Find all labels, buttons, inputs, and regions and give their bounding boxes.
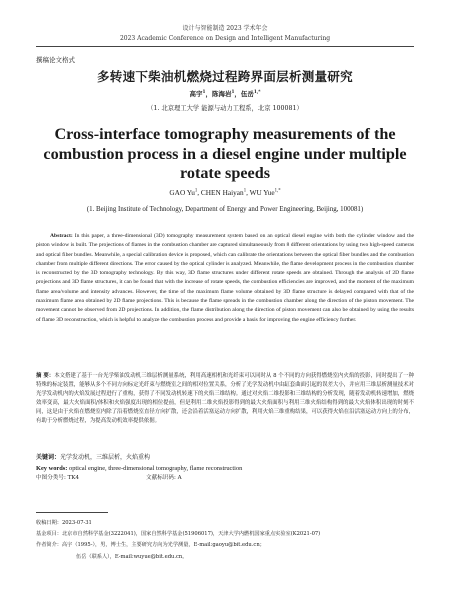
footnote-received: 收稿日期：2023-07-31 bbox=[36, 520, 92, 526]
author-separator: , bbox=[246, 188, 250, 197]
keywords-label: 关键词： bbox=[36, 454, 61, 461]
author-affiliation-mark: 1 bbox=[243, 188, 247, 194]
footnote-corresponding: 伍岳（联系人），E-mail:wuyue@bit.edu.cn。 bbox=[76, 553, 188, 560]
header-rule bbox=[36, 46, 414, 47]
running-head-cn: 设计与智能制造 2023 学术年会 bbox=[182, 25, 268, 32]
author-affiliation-mark: 1 bbox=[194, 188, 198, 194]
affiliation-cn: （1. 北京理工大学 能源与动力工程系，北京 100081） bbox=[147, 105, 303, 112]
abstract-text: In this paper, a three-dimensional (3D) tomography measurement system based on an optical diesel engine with both the cylinder window and the piston window is built. The projections of flames in the combustion chamber are captured simultaneously from 8 different orientations by using two high-speed cameras and optical fiber bundles. Meanwhile, a special calibration device is proposed, which can calibrate the orientations between the optical fiber bundles and the combustion chamber from multiple different directions. The error caused by the optical cylinder is analyzed. Meanwhile, the flame development process in the combustion chamber is reconstructed by the 3D tomography technology. By this way, 3D flame structures under different rotate speeds are obtained. Through the analysis of 2D flame projections and 3D flame structures, it can be found that with the increase of rotate speeds, the combustion efficiencies are improved, and the moment of the maximum flame area/volume and intensity advances. However, the time of the maximum flame volume obtained by 3D flame structure is delayed compared with that of the maximum flame area obtained by 2D flame projections. This is because the flame spreads in the combustion chamber along the direction of the piston movement. The movement cannot be observed from 2D projections. In addition, the flame distribution along the direction of piston movement can also be obtained by using the results of flame 3D reconstruction, which is helpful to analyze the combustion process and provide a basis for improving the engine efficiency further. bbox=[36, 233, 414, 323]
authors-cn bbox=[0, 90, 450, 99]
footnote-author-bio: 作者简介：高宇（1995-），男，博士生，主要研究方向为光学测量，E-mail:gaoyu@bit.edu.cn； bbox=[36, 542, 265, 549]
footnote-rule bbox=[36, 512, 108, 513]
author-name: CHEN Haiyan bbox=[200, 188, 244, 197]
author-name: 陈海岩 bbox=[211, 90, 232, 98]
abstract-cn bbox=[36, 372, 414, 427]
column-tag: 撰稿论文格式 bbox=[36, 56, 75, 64]
document-code: 文献标识码: A bbox=[146, 475, 182, 481]
abstract-label: Abstract: bbox=[50, 233, 73, 239]
author-name: 伍岳 bbox=[240, 90, 254, 98]
abstract-text: 本文搭建了基于一台光学柴油发动机三维层析测量系统，利用高速相机和光纤束可以同时从 8 个不同的方向获得燃烧室内火焰的投影，同时提出了一种特殊的标定装置，能够从多个不同方向标定光纤束与燃烧室之间的相对位置关系，分析了光学发动机中由缸套曲面引起的误差大小，并应用三维层析测量技术对光学发动机内的火焰发展过程进行了重构，获得了不同发动机转速下的火焰三维结构。通过对火焰二维投影和三维结构的分析发现，随着发动机转速增加，燃烧效率变高，最大火焰面积/体积和火焰强度出现的相位提前，但是利用二维火焰投影得到的最大火焰面积与利用三维火焰结构得到的最大火焰体积出现的时刻不同，这是由于火焰在燃烧室内除了沿着燃烧室直径方向扩散，还会沿着活塞运动方向扩散，利用火焰三维重构结果，可以获得火焰在沿活塞运动方向上的分布，有助于分析燃烧过程，为提高发动机效率提供依据。 bbox=[36, 373, 414, 425]
footnote-fund: 基金项目：北京市自然科学基金(3222041)，国家自然科学基金(51906017)，天津大学内燃机国家重点实验室(K2021-07) bbox=[36, 531, 321, 538]
classification-line bbox=[36, 474, 414, 483]
keywords-en bbox=[36, 464, 414, 473]
affiliation-en: (1. Beijing Institute of Technology, Department of Energy and Power Engineering, Beijing, 100081) bbox=[86, 206, 364, 213]
authors-en bbox=[0, 188, 450, 198]
title-en: Cross-interface tomography measurements of the combustion process in a diesel engine under multiple rotate speeds bbox=[43, 125, 407, 182]
abstract-label: 摘 要： bbox=[36, 373, 55, 379]
author-separator: , bbox=[197, 188, 201, 197]
author-affiliation-mark: 1,* bbox=[253, 88, 261, 94]
title-cn: 多转速下柴油机燃烧过程跨界面层析测量研究 bbox=[96, 69, 353, 84]
clc-number: 中图分类号: TK4 bbox=[36, 475, 80, 481]
keywords-label: Key words: bbox=[36, 465, 68, 472]
keywords-text: optical engine, three-dimensional tomography, flame reconstruction bbox=[67, 465, 243, 472]
author-affiliation-mark: 1 bbox=[231, 88, 235, 94]
author-name: GAO Yu bbox=[169, 188, 195, 197]
author-name: WU Yue bbox=[249, 188, 275, 197]
author-affiliation-mark: 1 bbox=[202, 88, 206, 94]
keywords-cn bbox=[36, 453, 414, 462]
author-separator: ， bbox=[205, 90, 212, 98]
abstract-en bbox=[36, 232, 414, 325]
running-head-en: 2023 Academic Conference on Design and Intelligent Manufacturing bbox=[119, 35, 331, 42]
keywords-text: 光学发动机，三维层析，火焰重构 bbox=[60, 454, 151, 461]
author-separator: ， bbox=[234, 90, 241, 98]
author-affiliation-mark: 1,* bbox=[274, 188, 281, 194]
footnotes bbox=[36, 518, 414, 563]
author-name: 高宇 bbox=[189, 90, 203, 98]
